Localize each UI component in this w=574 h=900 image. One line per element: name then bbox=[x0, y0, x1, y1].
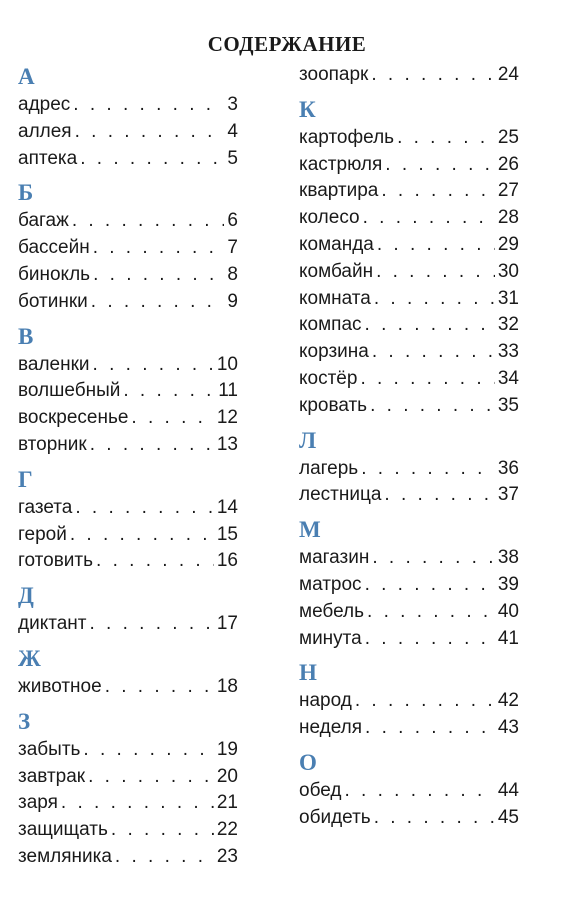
entry-word: квартира bbox=[299, 180, 379, 202]
entry-word: защищать bbox=[18, 819, 108, 841]
entry-page-number: 20 bbox=[216, 765, 238, 787]
entry-word: мебель bbox=[299, 600, 365, 622]
toc-column-right bbox=[299, 62, 519, 832]
entry-page-number: 34 bbox=[497, 367, 519, 389]
entry-page-number: 39 bbox=[497, 573, 519, 595]
dot-leader bbox=[91, 289, 225, 316]
toc-entry[interactable] bbox=[18, 737, 238, 764]
entry-page-number: 13 bbox=[216, 433, 238, 455]
section-letter: Д bbox=[18, 583, 34, 609]
toc-entry[interactable] bbox=[18, 844, 238, 871]
dot-leader bbox=[372, 545, 495, 572]
entry-word: лагерь bbox=[299, 457, 359, 479]
section-letter: Н bbox=[299, 660, 317, 686]
entry-page-number: 45 bbox=[497, 806, 519, 828]
entry-page-number: 43 bbox=[497, 717, 519, 739]
entry-word: колесо bbox=[299, 207, 360, 229]
dot-leader bbox=[365, 715, 495, 742]
toc-entry[interactable] bbox=[18, 119, 238, 146]
toc-entry[interactable] bbox=[299, 152, 519, 179]
dot-leader bbox=[96, 548, 214, 575]
toc-entry[interactable] bbox=[299, 599, 519, 626]
dot-leader bbox=[374, 805, 495, 832]
entry-word: завтрак bbox=[18, 765, 86, 787]
entry-page-number: 38 bbox=[497, 547, 519, 569]
toc-entry[interactable] bbox=[18, 289, 238, 316]
entry-word: диктант bbox=[18, 613, 87, 635]
toc-entry[interactable] bbox=[299, 125, 519, 152]
entry-word: валенки bbox=[18, 353, 90, 375]
toc-entry[interactable] bbox=[299, 205, 519, 232]
toc-entry[interactable] bbox=[299, 778, 519, 805]
toc-entry[interactable] bbox=[299, 312, 519, 339]
entry-word: зоопарк bbox=[299, 64, 369, 85]
toc-entry[interactable] bbox=[299, 482, 519, 509]
entry-word: забыть bbox=[18, 738, 81, 760]
section-letter: З bbox=[18, 708, 31, 734]
section-letter: Б bbox=[18, 180, 34, 206]
entry-word: комната bbox=[299, 287, 371, 309]
dot-leader bbox=[88, 764, 214, 791]
entry-page-number: 25 bbox=[497, 126, 519, 148]
entry-page-number: 11 bbox=[218, 380, 238, 402]
section-letter: А bbox=[18, 64, 35, 89]
dot-leader bbox=[73, 92, 224, 119]
toc-entry[interactable] bbox=[18, 92, 238, 119]
entry-word: команда bbox=[299, 233, 374, 255]
toc-entry[interactable] bbox=[18, 817, 238, 844]
entry-word: воскресенье bbox=[18, 407, 129, 429]
toc-entry[interactable] bbox=[18, 495, 238, 522]
entry-page-number: 30 bbox=[497, 260, 519, 282]
entry-page-number: 3 bbox=[227, 94, 238, 115]
dot-leader bbox=[363, 205, 495, 232]
toc-entry[interactable] bbox=[18, 208, 238, 235]
dot-leader bbox=[75, 495, 214, 522]
dot-leader bbox=[365, 572, 495, 599]
entry-page-number: 18 bbox=[216, 675, 238, 697]
dot-leader bbox=[105, 674, 214, 701]
entry-word: обед bbox=[299, 779, 342, 801]
section-letter: К bbox=[299, 96, 316, 122]
toc-entry[interactable] bbox=[299, 286, 519, 313]
entry-word: картофель bbox=[299, 126, 395, 148]
dot-leader bbox=[111, 817, 214, 844]
dot-leader bbox=[371, 62, 494, 89]
dot-leader bbox=[93, 262, 224, 289]
toc-entry[interactable] bbox=[18, 352, 238, 379]
toc-entry[interactable] bbox=[18, 611, 238, 638]
dot-leader bbox=[370, 393, 495, 420]
entry-word: компас bbox=[299, 314, 362, 336]
entry-page-number: 5 bbox=[227, 147, 238, 169]
dot-leader bbox=[360, 366, 494, 393]
entry-word: комбайн bbox=[299, 260, 374, 282]
entry-word: багаж bbox=[18, 210, 69, 232]
entry-word: магазин bbox=[299, 547, 370, 569]
entry-word: костёр bbox=[299, 367, 358, 389]
dot-leader bbox=[344, 778, 494, 805]
dot-leader bbox=[384, 482, 494, 509]
entry-page-number: 8 bbox=[227, 263, 238, 285]
toc-entry[interactable] bbox=[18, 405, 238, 432]
dot-leader bbox=[93, 352, 214, 379]
entry-page-number: 14 bbox=[216, 496, 238, 518]
toc-entry[interactable] bbox=[299, 456, 519, 483]
entry-word: герой bbox=[18, 523, 67, 545]
dot-leader bbox=[115, 844, 214, 871]
section-letter: Ж bbox=[18, 645, 41, 671]
entry-page-number: 15 bbox=[216, 523, 238, 545]
dot-leader bbox=[72, 208, 225, 235]
dot-leader bbox=[89, 611, 213, 638]
toc-entry[interactable] bbox=[299, 572, 519, 599]
entry-word: готовить bbox=[18, 550, 94, 572]
entry-word: волшебный bbox=[18, 380, 121, 402]
toc-entry[interactable] bbox=[299, 259, 519, 286]
entry-word: вторник bbox=[18, 433, 87, 455]
entry-word: заря bbox=[18, 792, 58, 814]
page-title: СОДЕРЖАНИЕ bbox=[207, 32, 367, 56]
entry-page-number: 29 bbox=[497, 233, 519, 255]
entry-word: обидеть bbox=[299, 806, 371, 828]
toc-entry[interactable] bbox=[299, 178, 519, 205]
toc-entry[interactable] bbox=[299, 393, 519, 420]
entry-word: народ bbox=[299, 690, 352, 712]
entry-page-number: 37 bbox=[497, 484, 519, 506]
entry-word: корзина bbox=[299, 341, 369, 363]
entry-page-number: 7 bbox=[227, 237, 238, 259]
dot-leader bbox=[93, 235, 225, 262]
dot-leader bbox=[61, 790, 214, 817]
entry-page-number: 22 bbox=[216, 819, 238, 841]
dot-leader bbox=[355, 688, 495, 715]
entry-page-number: 24 bbox=[497, 64, 519, 85]
entry-page-number: 23 bbox=[216, 845, 238, 867]
entry-word: кровать bbox=[299, 394, 368, 416]
toc-entry[interactable] bbox=[299, 626, 519, 653]
dot-leader bbox=[374, 286, 495, 313]
entry-word: ботинки bbox=[18, 290, 88, 312]
section-letter: В bbox=[18, 323, 34, 349]
dot-leader bbox=[376, 259, 495, 286]
toc-entry[interactable] bbox=[299, 545, 519, 572]
entry-page-number: 40 bbox=[497, 600, 519, 622]
toc-entry[interactable] bbox=[18, 146, 238, 173]
entry-word: аптека bbox=[18, 147, 78, 169]
dot-leader bbox=[381, 178, 495, 205]
toc-entry[interactable] bbox=[299, 688, 519, 715]
entry-page-number: 4 bbox=[227, 120, 238, 142]
toc-entry[interactable] bbox=[18, 262, 238, 289]
entry-page-number: 28 bbox=[497, 207, 519, 229]
entry-page-number: 35 bbox=[497, 394, 519, 416]
dot-leader bbox=[365, 312, 495, 339]
entry-word: адрес bbox=[18, 94, 71, 115]
entry-word: кастрюля bbox=[299, 153, 383, 175]
toc-entry[interactable] bbox=[18, 674, 238, 701]
dot-leader bbox=[361, 456, 495, 483]
toc-entry[interactable] bbox=[18, 522, 238, 549]
entry-word: матрос bbox=[299, 573, 362, 595]
entry-word: бассейн bbox=[18, 237, 90, 259]
entry-page-number: 19 bbox=[216, 738, 238, 760]
entry-word: аллея bbox=[18, 120, 72, 142]
entry-word: бинокль bbox=[18, 263, 91, 285]
entry-word: газета bbox=[18, 496, 73, 518]
toc-entry[interactable] bbox=[18, 235, 238, 262]
dot-leader bbox=[372, 339, 495, 366]
entry-page-number: 10 bbox=[216, 353, 238, 375]
dot-leader bbox=[365, 626, 495, 653]
dot-leader bbox=[80, 146, 224, 173]
entry-page-number: 42 bbox=[497, 690, 519, 712]
toc-entry[interactable] bbox=[299, 232, 519, 259]
dot-leader bbox=[123, 378, 215, 405]
dot-leader bbox=[397, 125, 495, 152]
entry-word: лестница bbox=[299, 484, 382, 506]
entry-word: неделя bbox=[299, 717, 363, 739]
entry-page-number: 33 bbox=[497, 341, 519, 363]
dot-leader bbox=[83, 737, 213, 764]
entry-page-number: 41 bbox=[497, 627, 519, 649]
toc-entry[interactable] bbox=[299, 366, 519, 393]
toc-entry[interactable] bbox=[299, 339, 519, 366]
entry-page-number: 36 bbox=[497, 457, 519, 479]
toc-entry[interactable] bbox=[18, 790, 238, 817]
entry-page-number: 17 bbox=[216, 613, 238, 635]
entry-word: минута bbox=[299, 627, 362, 649]
entry-page-number: 16 bbox=[216, 550, 238, 572]
entry-page-number: 6 bbox=[227, 210, 238, 232]
section-letter: О bbox=[299, 749, 317, 775]
entry-page-number: 26 bbox=[497, 153, 519, 175]
dot-leader bbox=[70, 522, 214, 549]
entry-page-number: 9 bbox=[227, 290, 238, 312]
toc-entry[interactable] bbox=[299, 62, 519, 89]
entry-word: животное bbox=[18, 675, 102, 697]
dot-leader bbox=[385, 152, 495, 179]
dot-leader bbox=[90, 432, 214, 459]
entry-page-number: 21 bbox=[216, 792, 238, 814]
dot-leader bbox=[377, 232, 495, 259]
entry-page-number: 32 bbox=[497, 314, 519, 336]
dot-leader bbox=[367, 599, 495, 626]
dot-leader bbox=[131, 405, 213, 432]
toc-entry[interactable] bbox=[299, 805, 519, 832]
entry-page-number: 31 bbox=[497, 287, 519, 309]
entry-word: земляника bbox=[18, 845, 112, 867]
section-letter: Л bbox=[299, 427, 317, 453]
entry-page-number: 27 bbox=[497, 180, 519, 202]
toc-entry[interactable] bbox=[18, 432, 238, 459]
toc-column-left bbox=[18, 62, 238, 871]
section-letter: М bbox=[299, 517, 321, 543]
toc-entry[interactable] bbox=[18, 378, 238, 405]
entry-page-number: 12 bbox=[216, 407, 238, 429]
dot-leader bbox=[75, 119, 225, 146]
toc-entry[interactable] bbox=[18, 764, 238, 791]
section-letter: Г bbox=[18, 466, 33, 492]
toc-entry[interactable] bbox=[18, 548, 238, 575]
entry-page-number: 44 bbox=[497, 779, 519, 801]
toc-entry[interactable] bbox=[299, 715, 519, 742]
